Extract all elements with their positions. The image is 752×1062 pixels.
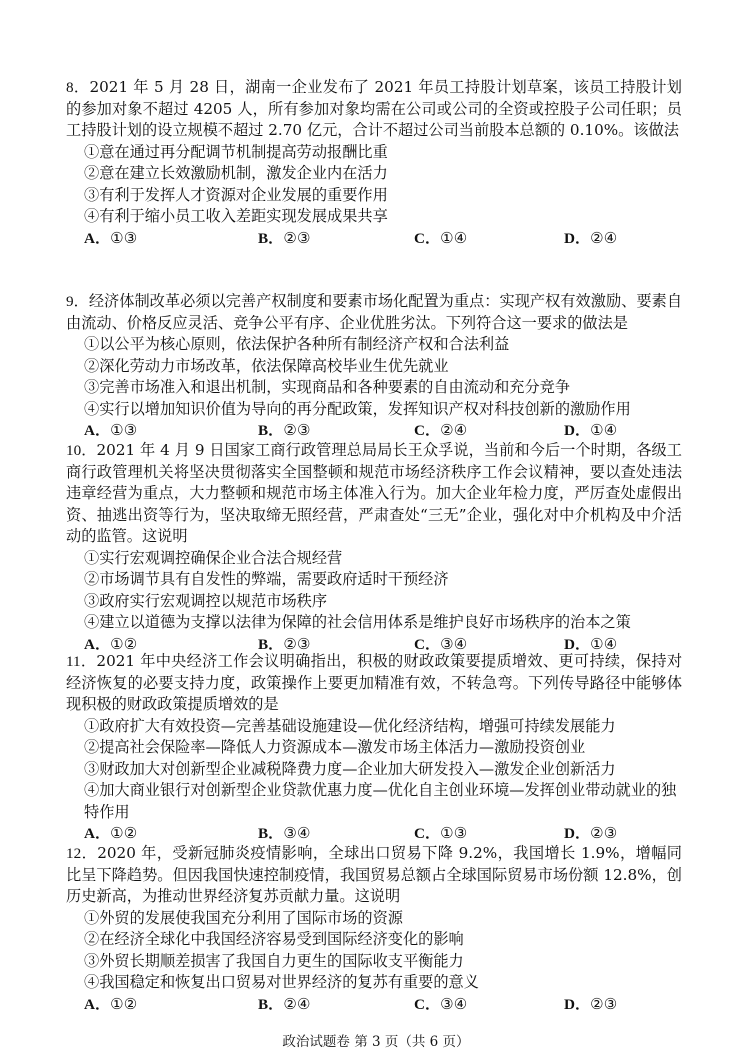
option-4: ④有利于缩小员工收入差距实现发展成果共享 (84, 207, 388, 225)
question-9 (66, 291, 682, 442)
question-stem (66, 651, 682, 716)
option-2: ②意在建立长效激励机制，激发企业内在活力 (84, 164, 388, 182)
choice-c: C．①④ (414, 228, 468, 247)
option-2: ②深化劳动力市场改革，依法保障高校毕业生优先就业 (84, 356, 449, 375)
option-4: ④我国稳定和恢复出口贸易对世界经济的复苏有重要的意义 (84, 973, 479, 991)
option-1: ①意在通过再分配调节机制提高劳动报酬比重 (84, 142, 388, 161)
question-number: 11． (66, 653, 97, 670)
choice-c: C．①③ (414, 824, 468, 842)
question-text: 2021 年中央经济工作会议明确指出，积极的财政政策要提质增效、更可持续，保持对经济恢复的必要支持力度，政策操作上要更加精准有效，不转急弯。下列传导路径中能够体现积极的财政政策提质增效的是 (66, 652, 683, 713)
option-2: ②提高社会保险率—降低人力资源成本—激发市场主体活力—激励投资创业 (84, 738, 586, 756)
choice-a: A．①③ (84, 421, 138, 439)
option-4: ④实行以增加知识价值为导向的再分配政策，发挥知识产权对科技创新的激励作用 (84, 399, 631, 418)
question-number: 10． (66, 442, 97, 459)
question-text: 2021 年 5 月 28 日，湖南一企业发布了 2021 年员工持股计划草案，该员工持股计划的参加对象不超过 4205 人，所有参加对象均需在公司或公司的全资或控股子公司任职；员工持股计划的设立规模不超过 2.70 亿元，合计不超过公司当前股本总额的 0.10%。该做法 (66, 78, 682, 139)
choice-a: A．①② (84, 994, 138, 1013)
question-11 (66, 651, 682, 845)
option-3: ③完善市场准入和退出机制，实现商品和各种要素的自由流动和充分竞争 (84, 378, 570, 396)
question-10 (66, 440, 682, 655)
choice-c: C．③④ (414, 634, 468, 653)
choice-d: D．①④ (564, 634, 618, 653)
option-1: ①政府扩大有效投资—完善基础设施建设—优化经济结构，增强可持续发展能力 (84, 716, 616, 735)
choice-a: A．①② (84, 824, 138, 842)
choice-d: D．②③ (564, 994, 618, 1013)
option-1: ①外贸的发展使我国充分利用了国际市场的资源 (84, 908, 403, 927)
option-2: ②在经济全球化中我国经济容易受到国际经济变化的影响 (84, 930, 464, 948)
choice-b: B．③④ (258, 824, 311, 842)
question-number: 8． (66, 79, 90, 96)
choice-b: B．②③ (258, 228, 311, 247)
choice-b: B．②③ (258, 421, 311, 439)
question-text: 2020 年，受新冠肺炎疫情影响，全球出口贸易下降 9.2%，我国增长 1.9%，增幅同比呈下降趋势。但因我国快速控制疫情，我国贸易总额占全球国际贸易市场份额 12.8%，创历史新高，为推动世界经济复苏贡献力量。这说明 (66, 844, 682, 905)
question-number: 9． (66, 293, 89, 310)
option-1: ①实行宏观调控确保企业合法合规经营 (84, 548, 343, 567)
choice-a: A．①② (84, 634, 138, 653)
question-stem (66, 440, 682, 548)
choice-b: B．②④ (258, 994, 311, 1013)
option-3: ③政府实行宏观调控以规范市场秩序 (84, 591, 327, 610)
option-2: ②市场调节具有自发性的弊端，需要政府适时干预经济 (84, 570, 449, 588)
answer-choices (66, 420, 682, 442)
choice-c: C．②④ (414, 421, 468, 439)
answer-choices (66, 994, 682, 1016)
choice-b: B．②③ (258, 634, 311, 653)
answer-choices (66, 228, 682, 250)
option-4: ④建立以道德为支撑以法律为保障的社会信用体系是维护良好市场秩序的治本之策 (84, 613, 631, 631)
question-stem (66, 291, 682, 334)
option-3: ③外贸长期顺差损害了我国自力更生的国际收支平衡能力 (84, 951, 464, 970)
option-3: ③有利于发挥人才资源对企业发展的重要作用 (84, 185, 388, 204)
question-number: 12． (66, 845, 98, 862)
choice-d: D．②④ (564, 228, 618, 247)
question-stem (66, 843, 682, 908)
choice-c: C．③④ (414, 994, 468, 1013)
option-3: ③财政加大对创新型企业减税降费力度—企业加大研发投入—激发企业创新活力 (84, 759, 616, 778)
option-4: ④加大商业银行对创新型企业贷款优惠力度—优化自主创业环境—发挥创业带动就业的独特作用 (84, 781, 677, 821)
question-8 (66, 77, 682, 249)
answer-choices (66, 823, 682, 845)
choice-d: D．①④ (564, 421, 618, 439)
page-footer: 政治试题卷 第 3 页（共 6 页） (282, 1034, 470, 1050)
question-stem (66, 77, 682, 142)
question-text: 经济体制改革必须以完善产权制度和要素市场化配置为重点：实现产权有效激励、要素自由流动、价格反应灵活、竞争公平有序、企业优胜劣汰。下列符合这一要求的做法是 (66, 292, 683, 332)
choice-a: A．①③ (84, 228, 138, 247)
choice-d: D．②③ (564, 824, 618, 842)
option-1: ①以公平为核心原则，依法保护各种所有制经济产权和合法利益 (84, 335, 510, 353)
question-text: 2021 年 4 月 9 日国家工商行政管理总局局长王众孚说，当前和今后一个时期，各级工商行政管理机关将坚决贯彻落实全国整顿和规范市场经济秩序工作会议精神，要以查处违法违章经营为重点，大力整顿和规范市场主体准入行为。加大企业年检力度，严厉查处虚假出资、抽逃出资等行为，坚决取缔无照经营，严肃查处“三无”企业，强化对中介机构及中介活动的监管。这说明 (66, 441, 682, 545)
question-12 (66, 843, 682, 1015)
